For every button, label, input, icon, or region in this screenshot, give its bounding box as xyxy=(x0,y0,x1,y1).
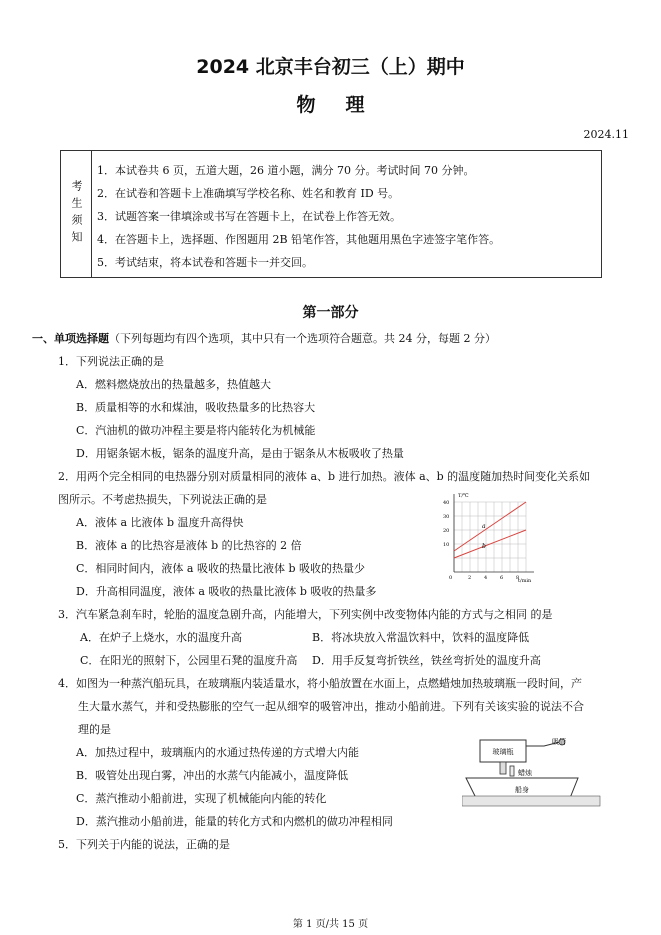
exam-title: 2024 北京丰台初三（上）期中 xyxy=(196,56,465,78)
graph-x-tick: 2 xyxy=(468,575,472,581)
q3-option-a: A．在炉子上烧水，水的温度升高 xyxy=(80,631,242,644)
q2-stem-line2: 图所示。不考虑热损失，下列说法正确的是 xyxy=(58,493,267,506)
section-note: （下列每题均有四个选项，其中只有一个选项符合题意。共 24 分，每题 2 分） xyxy=(109,332,496,345)
graph-y-tick: 40 xyxy=(443,500,450,506)
q3-stem: 3．汽车紧急刹车时，轮胎的温度急剧升高，内能增大，下列实例中改变物体内能的方式与之相同 的是 xyxy=(58,608,553,621)
notice-item: 4．在答题卡上，选择题、作图题用 2B 铅笔作答，其他题用黑色字迹签字笔作答。 xyxy=(97,233,501,246)
graph-x-tick: 8 xyxy=(516,575,520,581)
temperature-time-graph xyxy=(440,490,540,586)
exam-date: 2024.11 xyxy=(583,128,629,141)
subject-title: 物理 xyxy=(296,94,395,116)
q2-stem-line1: 2．用两个完全相同的电热器分别对质量相同的液体 a、b 进行加热。液体 a、b 的温度随加热时间变化关系如 xyxy=(58,470,591,483)
graph-y-label: T/℃ xyxy=(458,493,469,499)
notice-item: 2．在试卷和答题卡上准确填写学校名称、姓名和教育 ID 号。 xyxy=(97,187,400,200)
graph-grid xyxy=(454,502,526,572)
q2-option-c: C．相同时间内，液体 a 吸收的热量比液体 b 吸收的热量少 xyxy=(76,562,366,575)
q4-option-d: D．蒸汽推动小船前进，能量的转化方式和内燃机的做功冲程相同 xyxy=(76,815,393,828)
q4-stem-line2: 生大量水蒸气，并和受热膨胀的空气一起从细窄的吸管冲出，推动小船前进。下列有关该实验的说法不合 xyxy=(78,700,584,713)
hull-label: 船身 xyxy=(515,786,529,794)
candle xyxy=(510,766,514,776)
notice-item: 1．本试卷共 6 页，五道大题，26 道小题，满分 70 分。考试时间 70 分钟。 xyxy=(97,164,475,177)
graph-y-tick: 20 xyxy=(443,528,450,534)
graph-y-tick: 30 xyxy=(443,514,450,520)
q4-option-b: B．吸管处出现白雾，冲出的水蒸气内能减小，温度降低 xyxy=(76,769,349,782)
graph-x-tick: 4 xyxy=(484,575,488,581)
notice-item: 3．试题答案一律填涂或书写在答题卡上，在试卷上作答无效。 xyxy=(97,210,401,223)
q3-option-d: D．用手反复弯折铁丝，铁丝弯折处的温度升高 xyxy=(312,654,541,667)
q4-stem-line1: 4．如图为一种蒸汽船玩具，在玻璃瓶内装适量水，将小船放置在水面上，点燃蜡烛加热玻璃瓶一段时间，产 xyxy=(58,677,582,690)
q1-option-c: C．汽油机的做功冲程主要是将内能转化为机械能 xyxy=(76,424,316,437)
bottle-label: 玻璃瓶 xyxy=(492,748,514,756)
q1-option-b: B．质量相等的水和煤油，吸收热量多的比热容大 xyxy=(76,401,316,414)
q3-option-c: C．在阳光的照射下，公园里石凳的温度升高 xyxy=(80,654,298,667)
bottle-stand xyxy=(500,762,506,774)
q2-option-a: A．液体 a 比液体 b 温度升高得快 xyxy=(76,516,244,529)
graph-series-b-label: b xyxy=(482,543,486,550)
q4-option-c: C．蒸汽推动小船前进，实现了机械能向内能的转化 xyxy=(76,792,327,805)
water-surface xyxy=(462,796,600,806)
section-heading xyxy=(32,330,496,346)
notice-label: 考生须知 xyxy=(61,151,92,277)
q1-option-d: D．用锯条锯木板，锯条的温度升高，是由于锯条从木板吸收了热量 xyxy=(76,447,404,460)
graph-x-tick: 6 xyxy=(500,575,504,581)
steam-boat-figure xyxy=(462,736,602,808)
graph-x-label: t/min xyxy=(518,578,532,584)
graph-series-a-label: a xyxy=(482,523,486,530)
q2-option-b: B．液体 a 的比热容是液体 b 的比热容的 2 倍 xyxy=(76,539,302,552)
graph-y-tick: 10 xyxy=(443,542,450,548)
q2-option-d: D．升高相同温度，液体 a 吸收的热量比液体 b 吸收的热量多 xyxy=(76,585,377,598)
notice-box xyxy=(60,150,602,278)
q1-option-a: A．燃料燃烧放出的热量越多，热值越大 xyxy=(76,378,271,391)
straw-label: 吸管 xyxy=(552,738,566,746)
part-title: 第一部分 xyxy=(302,305,359,321)
q3-option-b: B．将冰块放入常温饮料中，饮料的温度降低 xyxy=(312,631,530,644)
q5-stem: 5．下列关于内能的说法，正确的是 xyxy=(58,838,230,851)
page-footer: 第 1 页/共 15 页 xyxy=(292,919,369,930)
notice-list xyxy=(97,159,597,274)
q4-stem-line3: 理的是 xyxy=(78,723,111,736)
q4-option-a: A．加热过程中，玻璃瓶内的水通过热传递的方式增大内能 xyxy=(76,746,359,759)
candle-label: 蜡烛 xyxy=(518,769,532,777)
q1-stem: 1．下列说法正确的是 xyxy=(58,355,164,368)
section-heading-label: 一、单项选择题 xyxy=(32,332,109,345)
notice-item: 5．考试结束，将本试卷和答题卡一并交回。 xyxy=(97,256,313,269)
graph-origin: 0 xyxy=(449,575,453,581)
